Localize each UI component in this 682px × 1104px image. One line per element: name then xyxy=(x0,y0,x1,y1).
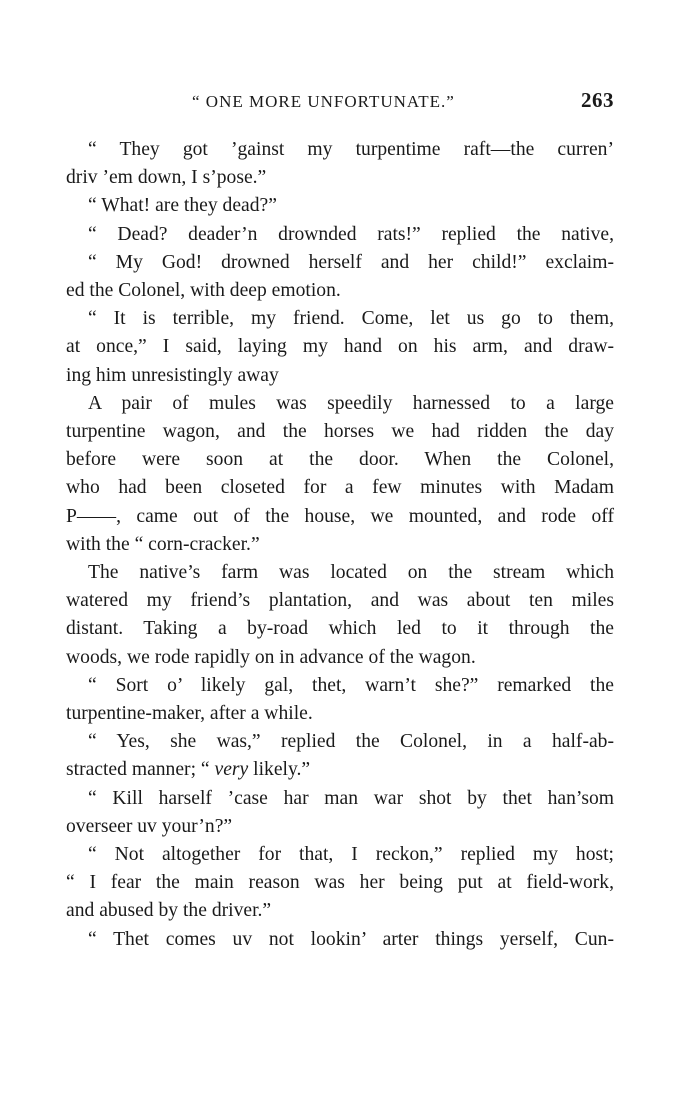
text-line: “ Dead? deader’n drownded rats!” replied the native, xyxy=(88,223,614,245)
text-line: turpentine wagon, and the horses we had ridden the day xyxy=(66,421,614,443)
text-line: “ Sort o’ likely gal, thet, warn’t she?” remarked the xyxy=(88,674,614,696)
text-line: A pair of mules was speedily harnessed to a large xyxy=(88,392,614,414)
text-line: “ Thet comes uv not lookin’ arter things yerself, Cun- xyxy=(88,928,614,950)
text-line: watered my friend’s plantation, and was about ten miles xyxy=(66,590,614,612)
text-line: “ My God! drowned herself and her child!” exclaim- xyxy=(88,251,614,273)
text-line: The native’s farm was located on the stream which xyxy=(88,562,614,584)
text-line: “ I fear the main reason was her being put at field-work, xyxy=(66,872,614,894)
text-line: distant. Taking a by-road which led to it through the xyxy=(66,618,614,640)
text-line: woods, we rode rapidly on in advance of the wagon. xyxy=(66,646,476,668)
text-line: driv ’em down, I s’pose.” xyxy=(66,167,267,189)
text-line: “ They got ’gainst my turpentime raft—the curren’ xyxy=(88,139,614,160)
text-line: with the “ corn-cracker.” xyxy=(66,533,260,555)
text-line: before were soon at the door. When the Colonel, xyxy=(66,449,614,471)
text-line: ing him unresistingly away xyxy=(66,364,279,386)
text-line: “ Kill harself ’case har man war shot by thet han’som xyxy=(88,787,614,809)
text-line: “ What! are they dead?” xyxy=(88,195,277,217)
text-line: turpentine-maker, after a while. xyxy=(66,703,313,725)
text-line: “ Not altogether for that, I reckon,” replied my host; xyxy=(88,844,614,866)
page-number: 263 xyxy=(581,88,614,112)
text-line: “ Yes, she was,” replied the Colonel, in a half-ab- xyxy=(88,731,614,753)
text-line: P——, came out of the house, we mounted, and rode off xyxy=(66,505,614,527)
text-line: ed the Colonel, with deep emotion. xyxy=(66,280,341,302)
text-line: overseer uv your’n?” xyxy=(66,815,233,837)
text-line: stracted manner; “ very likely.” xyxy=(66,759,311,781)
text-line: and abused by the driver.” xyxy=(66,900,272,922)
text-line: at once,” I said, laying my hand on his arm, and draw- xyxy=(66,336,614,358)
text-line: who had been closeted for a few minutes with Madam xyxy=(66,477,614,499)
page-header xyxy=(66,88,614,122)
text-line: “ It is terrible, my friend. Come, let us go to them, xyxy=(88,308,614,330)
running-title: “ ONE MORE UNFORTUNATE.” xyxy=(192,92,455,111)
body-text xyxy=(66,136,614,954)
book-page xyxy=(66,88,614,954)
